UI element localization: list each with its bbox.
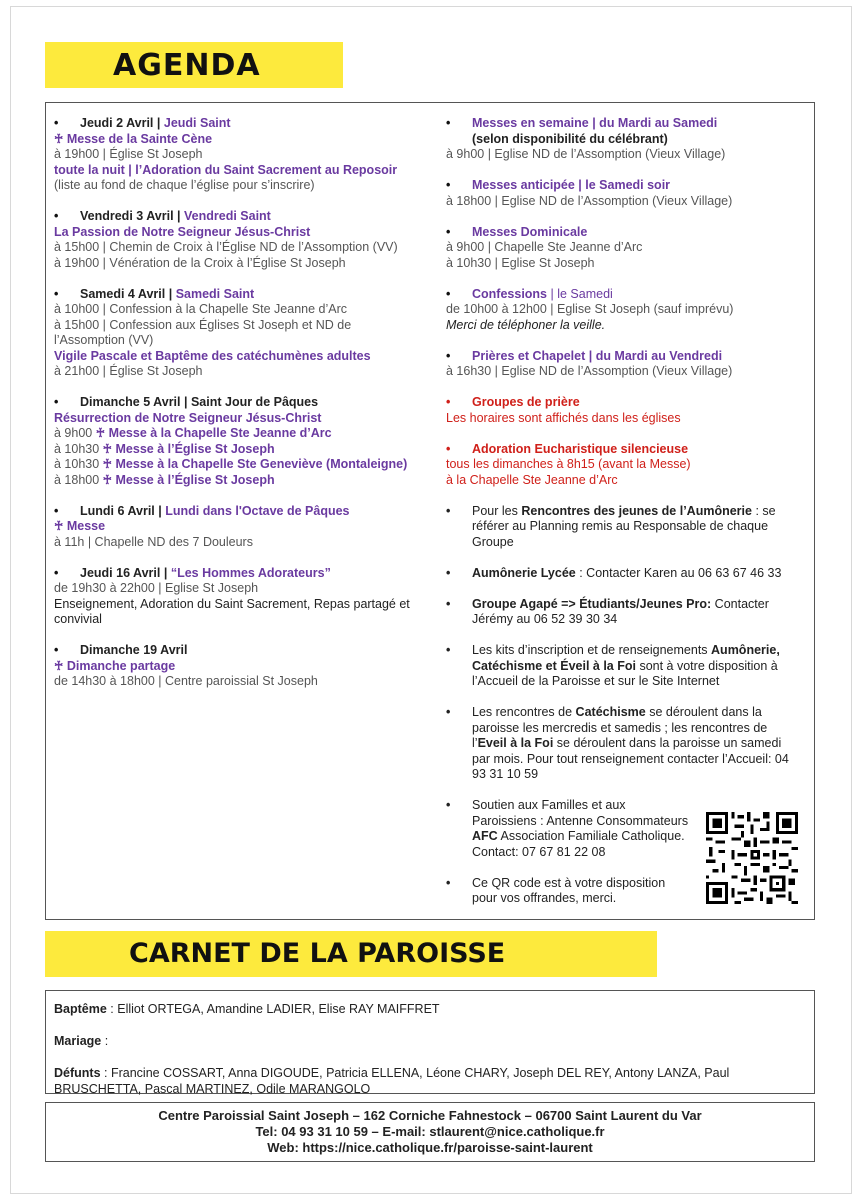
bullet: • bbox=[54, 565, 59, 580]
agenda-title: AGENDA bbox=[113, 48, 261, 83]
footer-contact bbox=[45, 1108, 815, 1156]
bullet: • bbox=[446, 875, 451, 890]
qr-code-icon[interactable] bbox=[706, 812, 798, 904]
carnet-mariage bbox=[54, 1033, 806, 1049]
info-text: Pour les bbox=[472, 503, 518, 518]
event-line: (liste au fond de chaque l’église pour s’inscrire) bbox=[54, 178, 315, 192]
agenda-right-column bbox=[446, 116, 796, 922]
footer-phone-email[interactable]: Tel: 04 93 31 10 59 – E-mail: stlaurent@nice.catholique.fr bbox=[255, 1124, 605, 1139]
info-text: Contacter Jérémy au 06 52 39 30 34 bbox=[472, 596, 769, 626]
bullet: • bbox=[446, 565, 451, 580]
event-samedi-saint bbox=[54, 287, 424, 380]
info-groupe-agape bbox=[446, 597, 796, 628]
carnet-banner bbox=[45, 931, 657, 977]
schedule-line: de 10h00 à 12h00 | Eglise St Joseph (sauf imprévu) bbox=[446, 302, 734, 316]
event-line: à 15h00 | Chemin de Croix à l’Église ND de l’Assomption (VV) bbox=[54, 240, 398, 254]
info-text: sont à votre disposition à l’Accueil de la Paroisse et sur le Site Internet bbox=[472, 658, 778, 688]
schedule-messes-anticipee bbox=[446, 178, 796, 209]
bullet: • bbox=[446, 503, 451, 518]
info-strong: Eveil à la Foi bbox=[477, 736, 554, 750]
event-lundi-octave bbox=[54, 504, 424, 551]
event-line: Messe à l’Église St Joseph bbox=[115, 472, 275, 487]
event-name: Samedi Saint bbox=[175, 286, 255, 301]
event-day: Lundi 6 Avril | bbox=[80, 503, 162, 518]
carnet-bapteme bbox=[54, 1001, 806, 1017]
event-line: Messe à la Chapelle Ste Jeanne d’Arc bbox=[108, 426, 332, 440]
event-day: Dimanche 19 Avril bbox=[80, 643, 188, 657]
schedule-line: Les horaires sont affichés dans les églises bbox=[446, 410, 681, 425]
agenda-banner bbox=[45, 42, 343, 88]
bullet: • bbox=[446, 286, 451, 301]
cross-icon: ♰ bbox=[54, 658, 64, 673]
bullet: • bbox=[54, 286, 59, 301]
info-text: se déroulent dans la paroisse les mercredis et samedis ; les rencontres de l’ bbox=[472, 705, 768, 750]
event-time: à 10h30 bbox=[54, 441, 100, 456]
bullet: • bbox=[446, 705, 451, 719]
bullet: • bbox=[446, 395, 451, 409]
event-line: à 21h00 | Église St Joseph bbox=[54, 364, 203, 378]
schedule-title: Prières et Chapelet | du Mardi au Vendredi bbox=[472, 348, 723, 363]
schedule-line: à 9h00 | Chapelle Ste Jeanne d’Arc bbox=[446, 240, 643, 254]
carnet-content bbox=[54, 1001, 806, 1097]
event-line: Messe à la Chapelle Ste Geneviève (Montaleigne) bbox=[115, 457, 408, 471]
carnet-defunts bbox=[54, 1065, 806, 1097]
schedule-title: Messes anticipée | le Samedi soir bbox=[472, 178, 671, 192]
info-text: Soutien aux Familles et aux bbox=[472, 798, 626, 812]
event-line: de 14h30 à 18h00 | Centre paroissial St Joseph bbox=[54, 674, 318, 688]
schedule-title: Confessions bbox=[472, 286, 548, 301]
bullet: • bbox=[54, 395, 59, 409]
bullet: • bbox=[446, 224, 451, 239]
info-text: Ce QR code est à votre disposition bbox=[472, 875, 666, 890]
info-catechisme bbox=[446, 705, 796, 783]
schedule-line: à 16h30 | Eglise ND de l’Assomption (Vieux Village) bbox=[446, 364, 733, 378]
event-dimanche-partage bbox=[54, 643, 424, 690]
bullet: • bbox=[54, 116, 59, 130]
event-line: toute la nuit | l’Adoration du Saint Sacrement au Reposoir bbox=[54, 162, 398, 177]
event-line: Résurrection de Notre Seigneur Jésus-Christ bbox=[54, 410, 322, 425]
event-line: Vigile Pascale et Baptême des catéchumènes adultes bbox=[54, 348, 371, 363]
schedule-groupes-priere bbox=[446, 395, 796, 426]
event-paques bbox=[54, 395, 424, 488]
info-strong: Groupe Agapé => Étudiants/Jeunes Pro: bbox=[472, 596, 712, 611]
event-jeudi-saint bbox=[54, 116, 424, 194]
event-line: Messe à l’Église St Joseph bbox=[115, 441, 275, 456]
event-name: “Les Hommes Adorateurs” bbox=[170, 565, 331, 580]
info-text: : se référer au Planning remis au Responsable de chaque Groupe bbox=[472, 503, 776, 549]
info-strong: Aumônerie, Catéchisme et Éveil à la Foi bbox=[472, 643, 780, 673]
schedule-title-detail: | le Samedi bbox=[550, 286, 613, 301]
bullet: • bbox=[446, 178, 451, 192]
event-line: Messe bbox=[66, 519, 106, 533]
bullet: • bbox=[446, 348, 451, 363]
footer-address: Centre Paroissial Saint Joseph – 162 Corniche Fahnestock – 06700 Saint Laurent du Var bbox=[158, 1108, 702, 1123]
schedule-title: Groupes de prière bbox=[472, 395, 580, 409]
cross-icon: ♰ bbox=[95, 426, 106, 440]
cross-icon: ♰ bbox=[102, 457, 113, 471]
event-day: Vendredi 3 Avril | bbox=[80, 209, 181, 223]
bullet: • bbox=[54, 209, 59, 223]
schedule-title: Messes en semaine | du Mardi au Samedi bbox=[472, 116, 718, 130]
schedule-prieres-chapelet bbox=[446, 349, 796, 380]
info-text: pour vos offrandes, merci. bbox=[472, 891, 617, 905]
event-day: Jeudi 2 Avril | bbox=[80, 116, 161, 130]
event-line: à 11h | Chapelle ND des 7 Douleurs bbox=[54, 534, 253, 549]
schedule-title: Messes Dominicale bbox=[472, 224, 588, 239]
event-line: à 19h00 | Église St Joseph bbox=[54, 147, 203, 161]
bullet: • bbox=[446, 798, 451, 812]
event-day: Dimanche 5 Avril | bbox=[80, 395, 188, 409]
event-name: Vendredi Saint bbox=[184, 209, 271, 223]
event-time: à 18h00 bbox=[54, 472, 100, 487]
info-aumonerie-lycee bbox=[446, 566, 796, 582]
carnet-label: Baptême bbox=[54, 1002, 107, 1016]
info-text: Association Familiale Catholique. bbox=[500, 829, 685, 843]
schedule-adoration bbox=[446, 442, 796, 489]
schedule-title: Adoration Eucharistique silencieuse bbox=[472, 441, 689, 456]
bullet: • bbox=[446, 441, 451, 456]
schedule-line: Merci de téléphoner la veille. bbox=[446, 317, 606, 332]
info-text: Paroissiens : Antenne Consommateurs bbox=[472, 813, 689, 828]
event-day: Jeudi 16 Avril | bbox=[80, 565, 168, 580]
info-text: Contact: 07 67 81 22 08 bbox=[472, 844, 606, 859]
schedule-line: à la Chapelle Ste Jeanne d’Arc bbox=[446, 472, 618, 487]
event-hommes-adorateurs bbox=[54, 566, 424, 628]
schedule-messes-dominicale bbox=[446, 225, 796, 272]
carnet-label: Mariage bbox=[54, 1034, 102, 1048]
bullet: • bbox=[54, 503, 59, 518]
schedule-messes-semaine bbox=[446, 116, 796, 163]
event-line: à 10h00 | Confession à la Chapelle Ste Jeanne d’Arc bbox=[54, 302, 348, 316]
carnet-title: CARNET DE LA PAROISSE bbox=[129, 938, 506, 969]
info-strong: Aumônerie Lycée bbox=[472, 565, 576, 580]
info-strong: AFC bbox=[472, 829, 498, 843]
event-name: Saint Jour de Pâques bbox=[190, 395, 319, 409]
info-strong: Rencontres des jeunes de l’Aumônerie bbox=[521, 503, 752, 518]
schedule-line: à 9h00 | Eglise ND de l’Assomption (Vieux Village) bbox=[446, 147, 726, 161]
event-line: à 19h00 | Vénération de la Croix à l’Église St Joseph bbox=[54, 255, 346, 270]
schedule-line: à 18h00 | Eglise ND de l’Assomption (Vieux Village) bbox=[446, 193, 733, 208]
carnet-text: : bbox=[104, 1034, 109, 1048]
agenda-left-column bbox=[54, 116, 424, 705]
schedule-line: à 10h30 | Eglise St Joseph bbox=[446, 255, 595, 270]
cross-icon: ♰ bbox=[102, 472, 113, 487]
cross-icon: ♰ bbox=[54, 131, 64, 146]
event-line: à 15h00 | Confession aux Églises St Joseph et ND de l’Assomption (VV) bbox=[54, 317, 352, 347]
bullet: • bbox=[54, 643, 59, 657]
carnet-text: : Elliot ORTEGA, Amandine LADIER, Elise RAY MAIFFRET bbox=[110, 1002, 440, 1016]
info-text: Les rencontres de bbox=[472, 705, 573, 719]
cross-icon: ♰ bbox=[54, 519, 64, 533]
cross-icon: ♰ bbox=[102, 441, 113, 456]
info-kits-inscription bbox=[446, 643, 796, 690]
carnet-label: Défunts bbox=[54, 1066, 101, 1080]
event-time: à 10h30 bbox=[54, 457, 100, 471]
event-name: Jeudi Saint bbox=[163, 116, 231, 130]
footer-website[interactable]: Web: https://nice.catholique.fr/paroisse-saint-laurent bbox=[267, 1140, 593, 1155]
info-text: : Contacter Karen au 06 63 67 46 33 bbox=[579, 565, 782, 580]
event-name: Lundi dans l'Octave de Pâques bbox=[165, 503, 350, 518]
info-jeunes-aumonerie bbox=[446, 504, 796, 551]
schedule-confessions bbox=[446, 287, 796, 334]
event-line: Dimanche partage bbox=[66, 658, 176, 673]
event-day: Samedi 4 Avril | bbox=[80, 286, 173, 301]
event-line: La Passion de Notre Seigneur Jésus-Christ bbox=[54, 224, 311, 239]
event-time: à 9h00 bbox=[54, 426, 93, 440]
event-vendredi-saint bbox=[54, 209, 424, 271]
info-text: se déroulent dans la paroisse un samedi par mois. Pour tout renseignement contacter l’Accueil: 04 93 31 10 59 bbox=[472, 736, 789, 781]
schedule-line: (selon disponibilité du célébrant) bbox=[472, 131, 668, 146]
bullet: • bbox=[446, 116, 451, 130]
info-strong: Catéchisme bbox=[575, 705, 646, 719]
bullet: • bbox=[446, 596, 451, 611]
carnet-text: : Francine COSSART, Anna DIGOUDE, Patricia ELLENA, Léone CHARY, Joseph DEL REY, Antony LANZA, Paul BRUSCHETTA, Pascal MARTINEZ, Odile MARANGOLO bbox=[54, 1066, 730, 1096]
event-line: Messe de la Sainte Cène bbox=[66, 131, 213, 146]
info-text: Les kits d’inscription et de renseignements bbox=[472, 643, 708, 657]
schedule-line: tous les dimanches à 8h15 (avant la Messe) bbox=[446, 457, 691, 471]
event-line: Enseignement, Adoration du Saint Sacrement, Repas partagé et convivial bbox=[54, 596, 410, 626]
bullet: • bbox=[446, 643, 451, 657]
event-line: de 19h30 à 22h00 | Eglise St Joseph bbox=[54, 581, 259, 595]
